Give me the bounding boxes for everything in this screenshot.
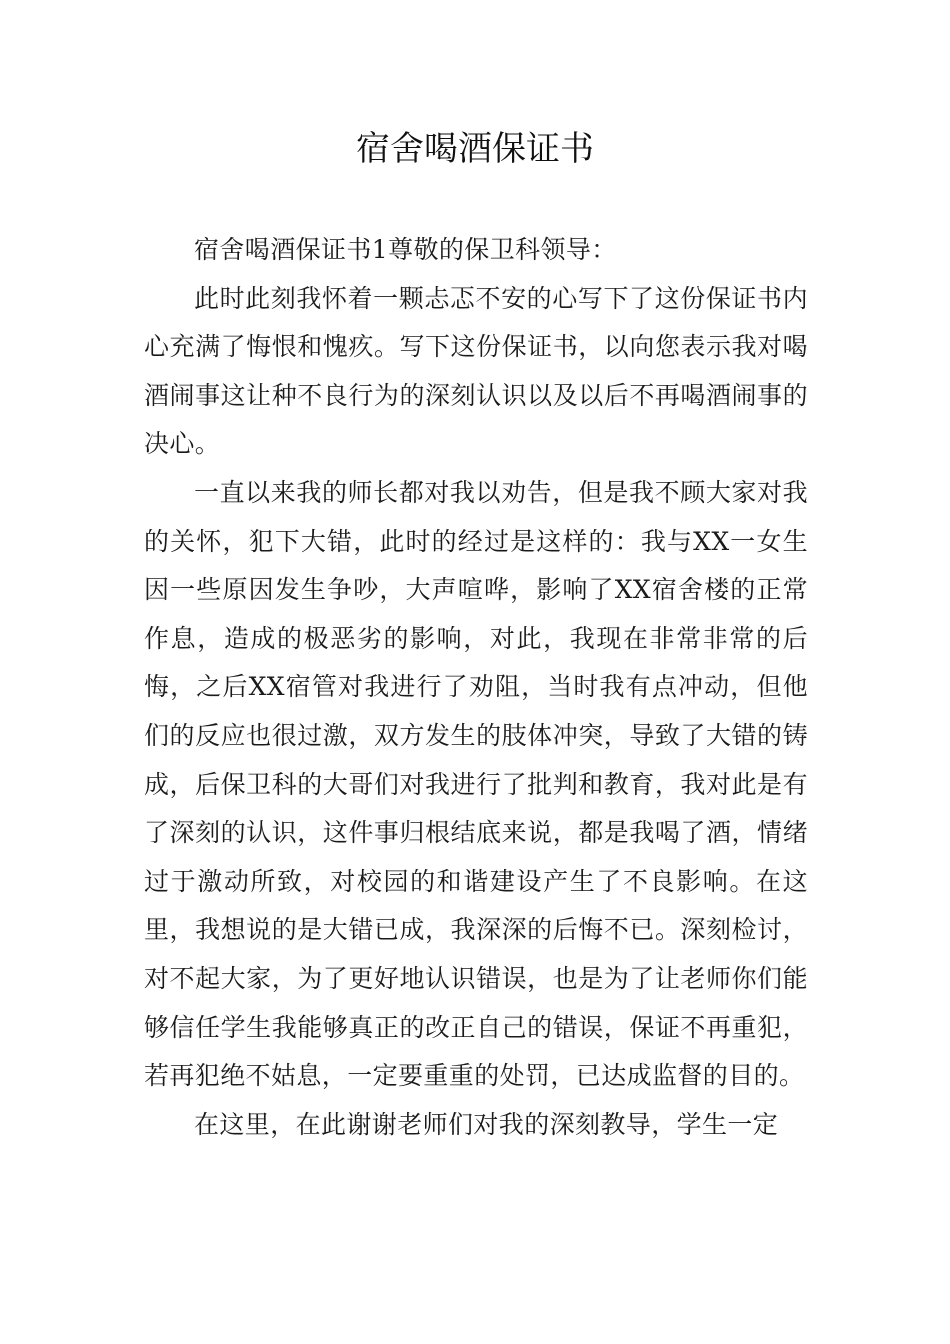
paragraph-incident: 一直以来我的师长都对我以劝告，但是我不顾大家对我的关怀，犯下大错，此时的经过是这样的：我与XX一女生因一些原因发生争吵，大声喧哗，影响了XX宿舍楼的正常作息，造成的极恶劣的影响，对此，我现在非常非常的后悔，之后XX宿管对我进行了劝阻，当时我有点冲动，但他们的反应也很过激，双方发生的肢体冲突，导致了大错的铸成，后保卫科的大哥们对我进行了批判和教育，我对此是有了深刻的认识，这件事归根结底来说，都是我喝了酒，情绪过于激动所致，对校园的和谐建设产生了不良影响。在这里，我想说的是大错已成，我深深的后悔不已。深刻检讨，对不起大家，为了更好地认识错误，也是为了让老师你们能够信任学生我能够真正的改正自己的错误，保证不再重犯，若再犯绝不姑息，一定要重重的处罚，已达成监督的目的。 [144,477,808,1091]
document-title: 宿舍喝酒保证书 [356,129,594,169]
paragraph-closing: 在这里，在此谢谢老师们对我的深刻教导，学生一定 [194,1109,779,1139]
document-body [144,226,808,1149]
paragraph-salutation: 宿舍喝酒保证书1尊敬的保卫科领导： [194,235,617,264]
paragraph-intro: 此时此刻我怀着一颗忐忑不安的心写下了这份保证书内心充满了悔恨和愧疚。写下这份保证书，以向您表示我对喝酒闹事这让种不良行为的深刻认识以及以后不再喝酒闹事的决心。 [144,283,808,459]
